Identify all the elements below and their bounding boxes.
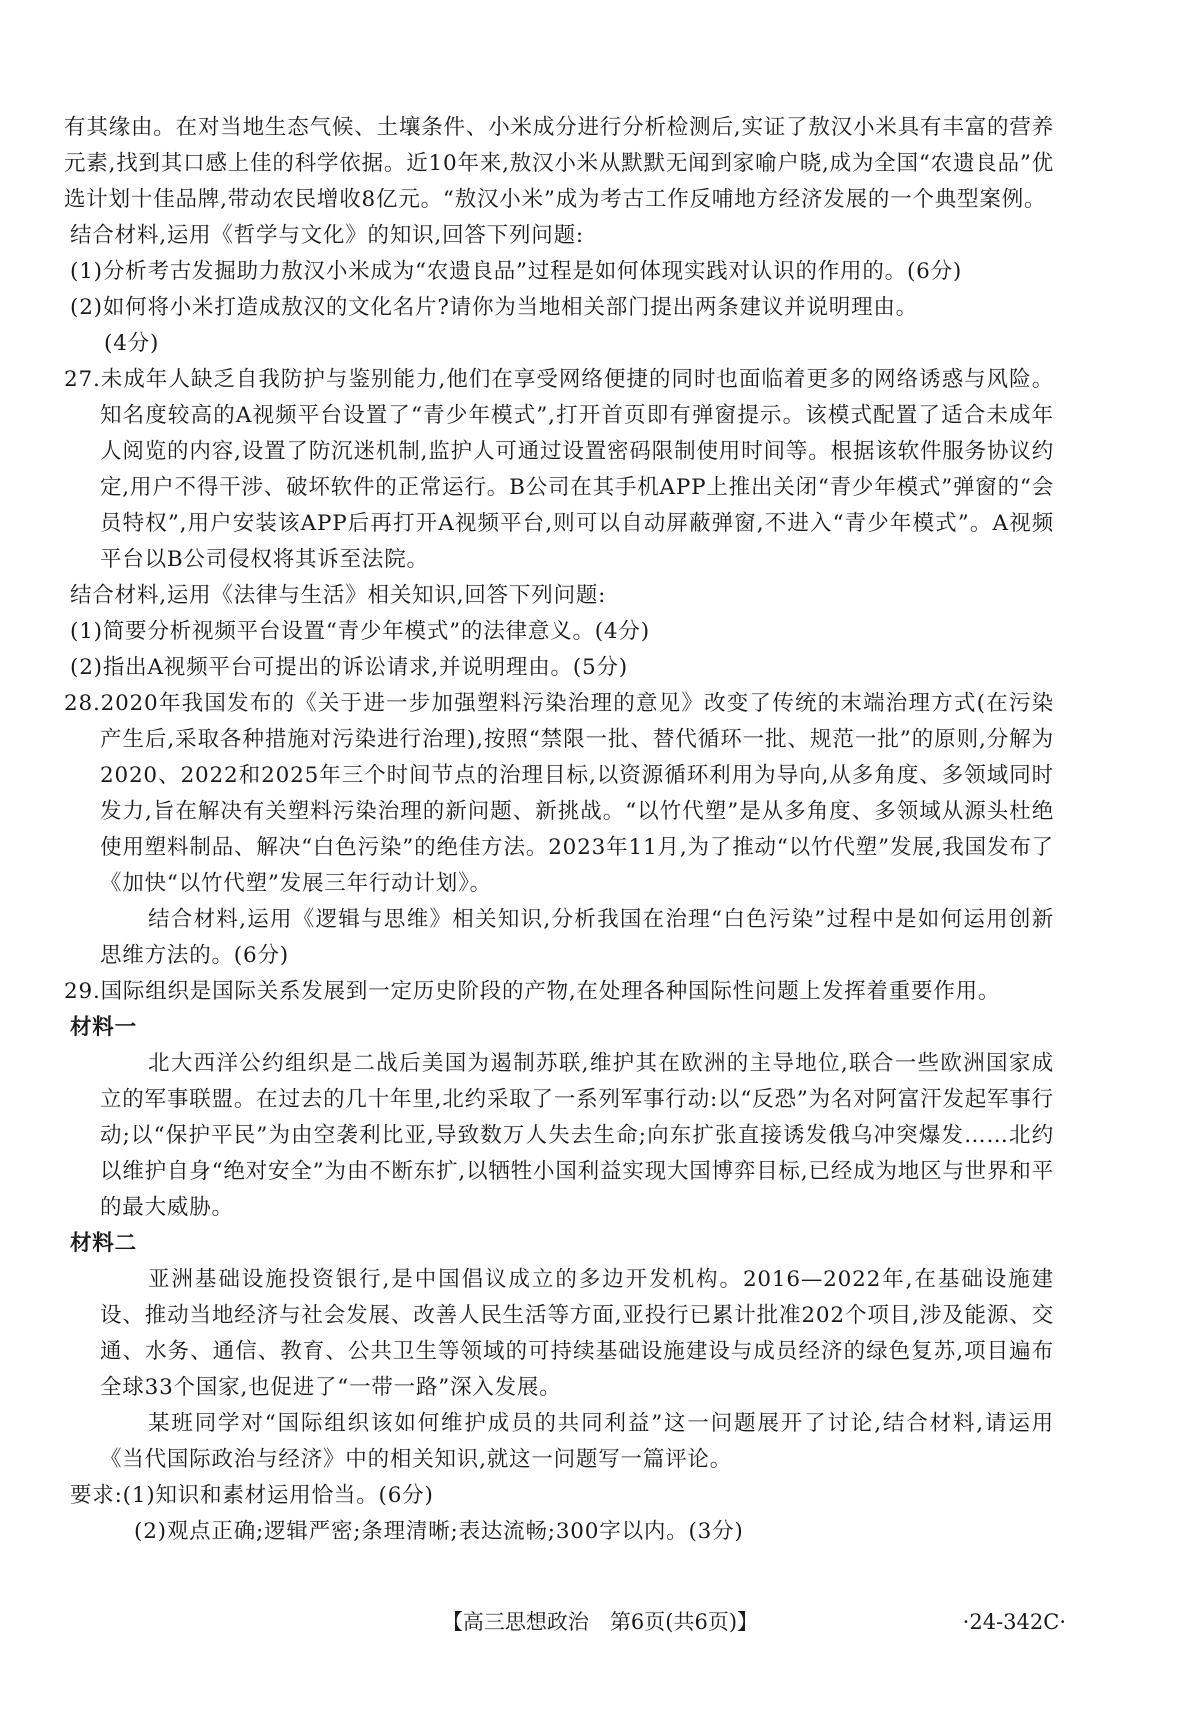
requirement-1: 要求:(1)知识和素材运用恰当。(6分) (70, 1483, 434, 1508)
question-number: 28. (64, 691, 101, 716)
question-27 (64, 362, 1054, 686)
task-text: 某班同学对“国际组织该如何维护成员的共同利益”这一问题展开了讨论,结合材料,请运用《当代国际政治与经济》中的相关知识,就这一问题写一篇评论。 (100, 1411, 1054, 1472)
instruction: 结合材料,运用《法律与生活》相关知识,回答下列问题: (70, 583, 607, 608)
page-content (64, 110, 1054, 1550)
question-29-intro (64, 974, 1054, 1010)
instruction: 结合材料,运用《哲学与文化》的知识,回答下列问题: (70, 223, 584, 248)
sub-question-1: (1)分析考古发掘助力敖汉小米成为“农遗良品”过程是如何体现实践对认识的作用的。(6分) (70, 259, 963, 284)
footer-page-info: 【高三思想政治 第6页(共6页)】 (441, 1610, 759, 1634)
sub-question-2: (2)指出A视频平台可提出的诉讼请求,并说明理由。(5分) (70, 655, 628, 680)
intro-text: 国际组织是国际关系发展到一定历史阶段的产物,在处理各种国际性问题上发挥着重要作用。 (100, 979, 1001, 1004)
footer-exam-code: ·24-342C· (962, 1610, 1066, 1634)
page-footer (0, 1604, 1200, 1640)
instruction: 结合材料,运用《逻辑与思维》相关知识,分析我国在治理“白色污染”过程中是如何运用创新思维方法的。(6分) (100, 907, 1054, 968)
question-28 (64, 686, 1054, 974)
material-2-title: 材料二 (70, 1231, 137, 1256)
question-27-paragraph (64, 362, 1054, 578)
material-text: 未成年人缺乏自我防护与鉴别能力,他们在享受网络便捷的同时也面临着更多的网络诱惑与风险。知名度较高的A视频平台设置了“青少年模式”,打开首页即有弹窗提示。该模式配置了适合未成年人阅览的内容,设置了防沉迷机制,监护人可通过设置密码限制使用时间等。根据该软件服务协议约定,用户不得干涉、破坏软件的正常运行。B公司在其手机APP上推出关闭“青少年模式”弹窗的“会员特权”,用户安装该APP后再打开A视频平台,则可以自动屏蔽弹窗,不进入“青少年模式”。A视频平台以B公司侵权将其诉至法院。 (100, 367, 1054, 572)
question-28-paragraph (64, 686, 1054, 902)
question-26-continuation (64, 110, 1054, 362)
requirement-2: (2)观点正确;逻辑严密;条理清晰;表达流畅;300字以内。(3分) (134, 1519, 744, 1544)
material-paragraph: 有其缘由。在对当地生态气候、土壤条件、小米成分进行分析检测后,实证了敖汉小米具有丰富的营养元素,找到其口感上佳的科学依据。近10年来,敖汉小米从默默无闻到家喻户晓,成为全国“农遗良品”优选计划十佳品牌,带动农民增收8亿元。“敖汉小米”成为考古工作反哺地方经济发展的一个典型案例。 (64, 115, 1054, 212)
sub-question-2-score: (4分) (104, 331, 160, 356)
question-number: 27. (64, 367, 101, 392)
question-number: 29. (64, 979, 101, 1004)
sub-question-1: (1)简要分析视频平台设置“青少年模式”的法律意义。(4分) (70, 619, 650, 644)
sub-question-2: (2)如何将小米打造成敖汉的文化名片?请你为当地相关部门提出两条建议并说明理由。 (70, 295, 918, 320)
material-1-text: 北大西洋公约组织是二战后美国为遏制苏联,维护其在欧洲的主导地位,联合一些欧洲国家成立的军事联盟。在过去的几十年里,北约采取了一系列军事行动:以“反恐”为名对阿富汗发起军事行动;以“保护平民”为由空袭利比亚,导致数万人失去生命;向东扩张直接诱发俄乌冲突爆发……北约以维护自身“绝对安全”为由不断东扩,以牺牲小国利益实现大国博弈目标,已经成为地区与世界和平的最大威胁。 (100, 1051, 1054, 1220)
material-1-title: 材料一 (70, 1015, 137, 1040)
material-2-text: 亚洲基础设施投资银行,是中国倡议成立的多边开发机构。2016—2022年,在基础设施建设、推动当地经济与社会发展、改善人民生活等方面,亚投行已累计批准202个项目,涉及能源、交通、水务、通信、教育、公共卫生等领域的可持续基础设施建设与成员经济的绿色复苏,项目遍布全球33个国家,也促进了“一带一路”深入发展。 (100, 1267, 1054, 1400)
material-text: 2020年我国发布的《关于进一步加强塑料污染治理的意见》改变了传统的末端治理方式(在污染产生后,采取各种措施对污染进行治理),按照“禁限一批、替代循环一批、规范一批”的原则,分解为2020、2022和2025年三个时间节点的治理目标,以资源循环利用为导向,从多角度、多领域同时发力,旨在解决有关塑料污染治理的新问题、新挑战。“以竹代塑”是从多角度、多领域从源头杜绝使用塑料制品、解决“白色污染”的绝佳方法。2023年11月,为了推动“以竹代塑”发展,我国发布了《加快“以竹代塑”发展三年行动计划》。 (100, 691, 1054, 896)
question-29 (64, 974, 1054, 1550)
